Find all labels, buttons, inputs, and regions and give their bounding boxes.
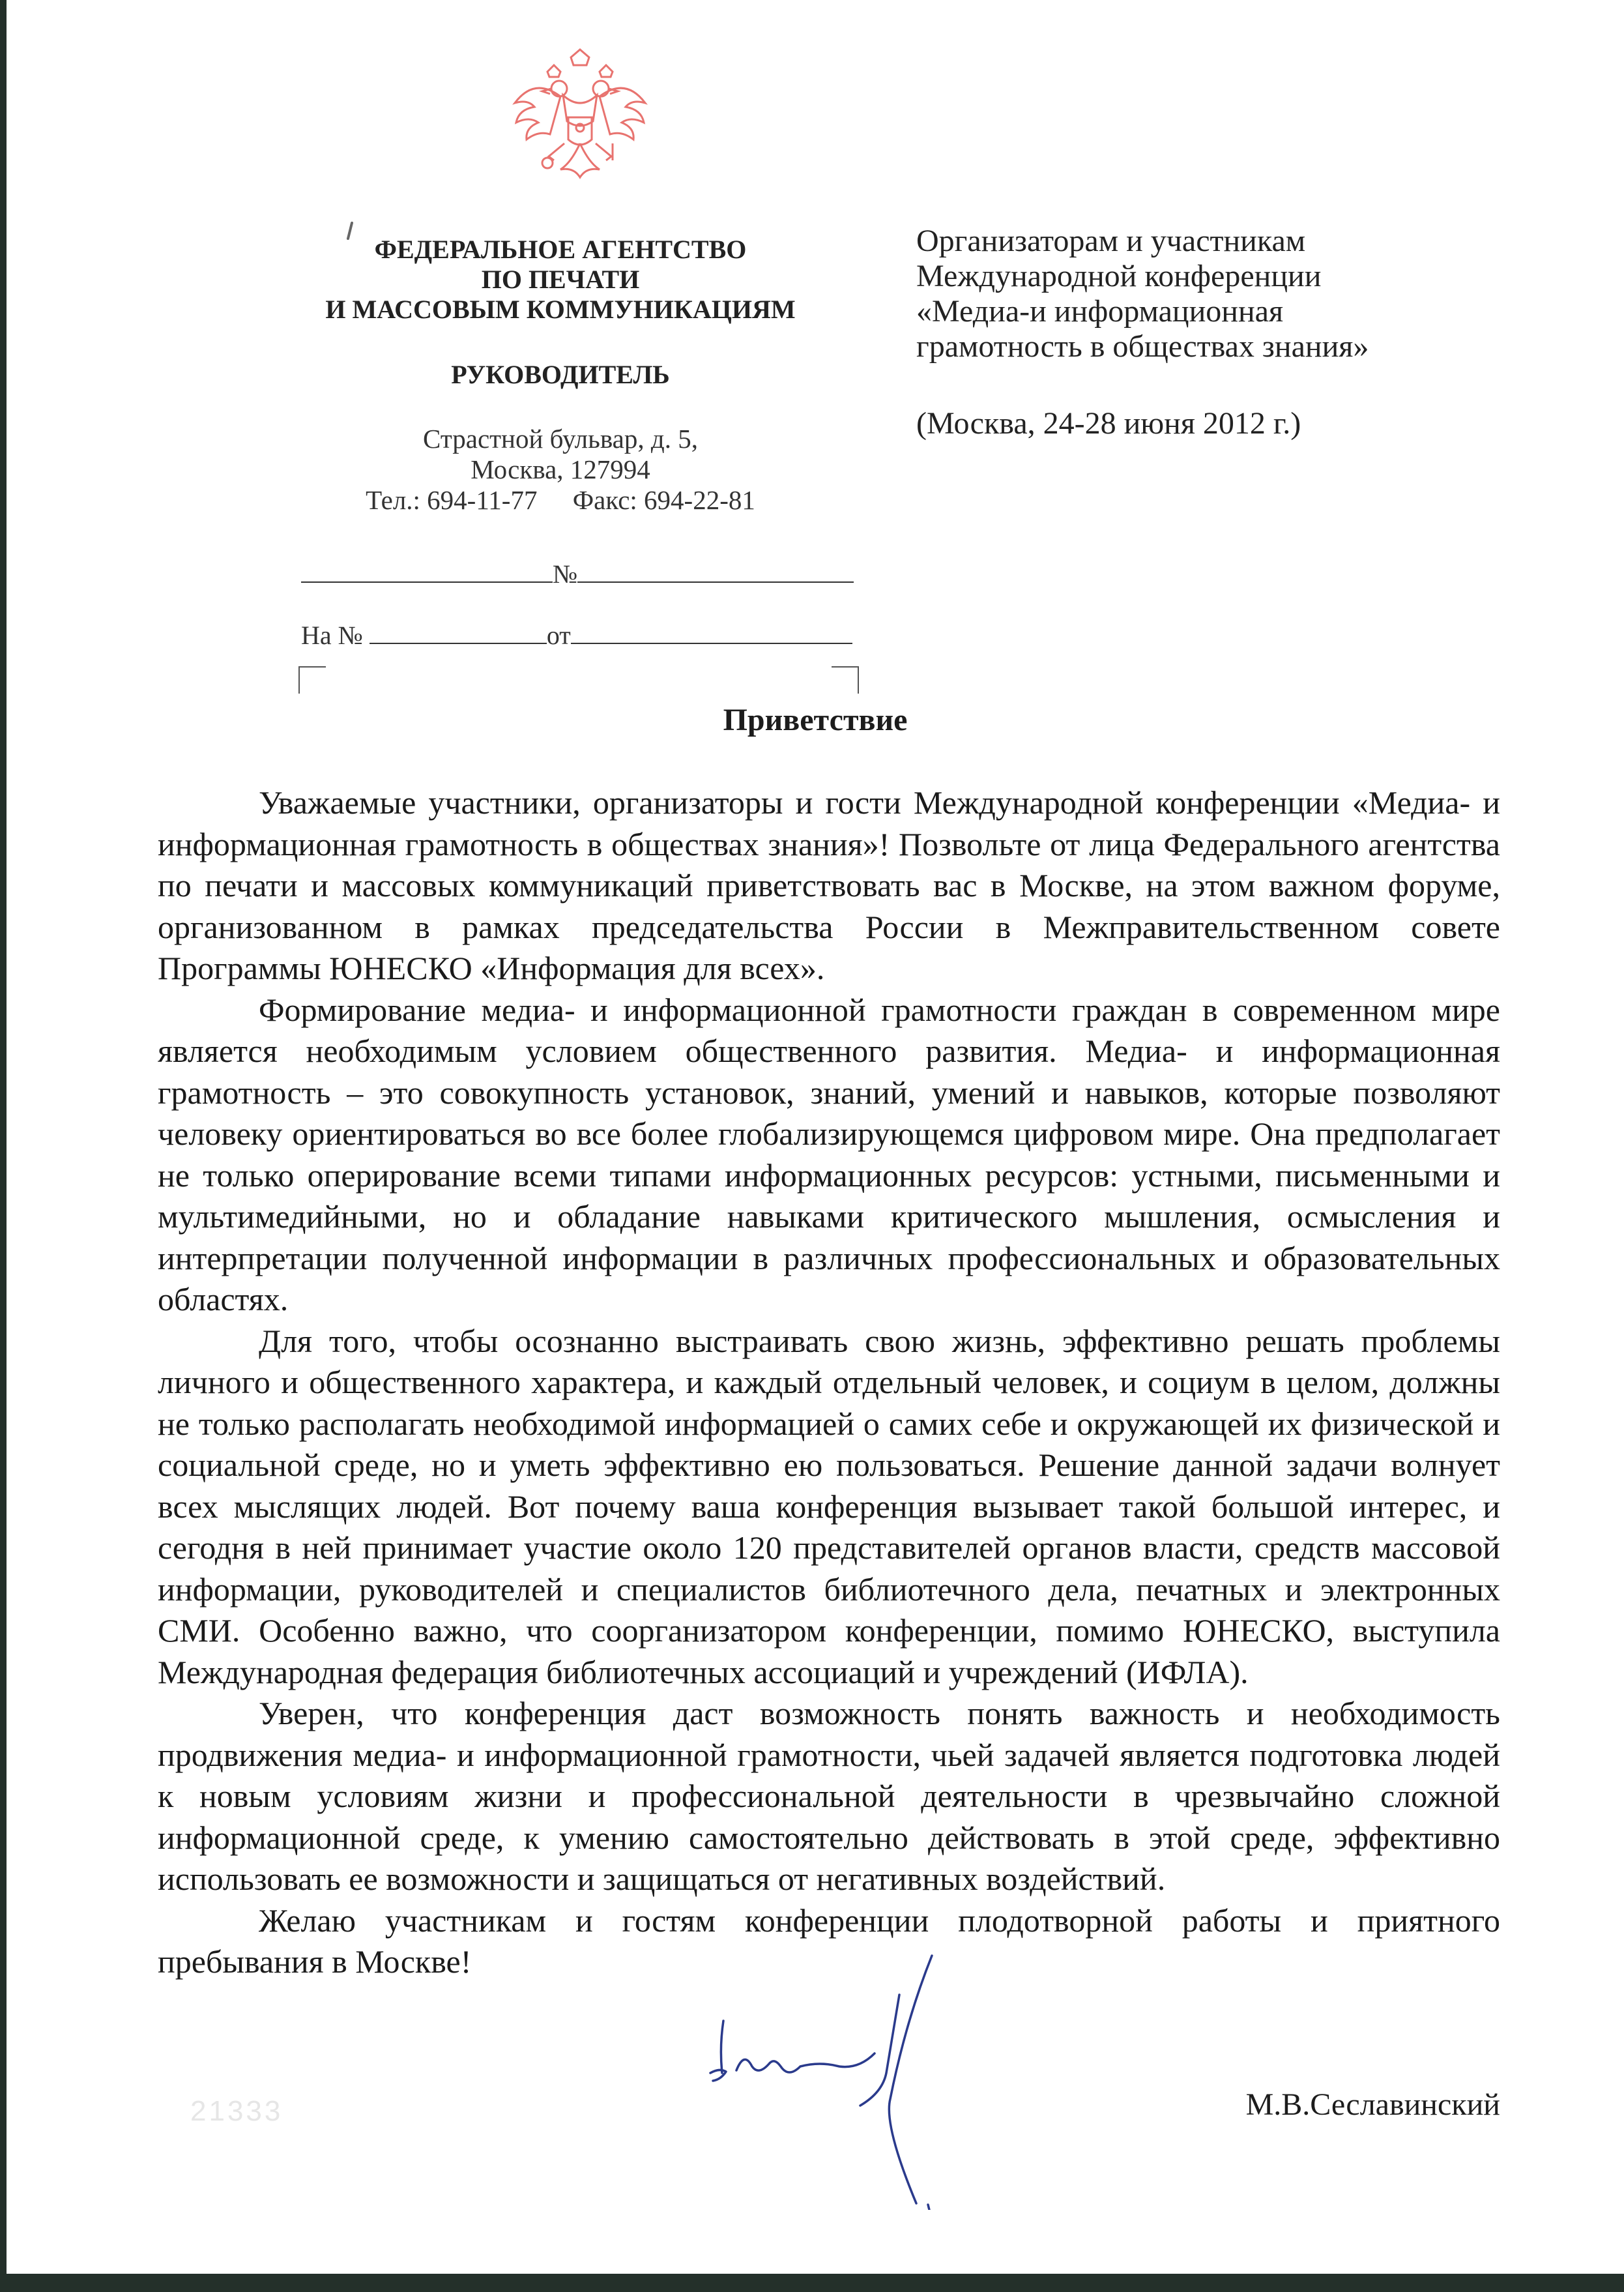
pen-stroke-mark (345, 222, 355, 241)
agency-name (248, 235, 873, 390)
agency-address (248, 424, 873, 516)
letter-title: Приветствие (723, 703, 908, 737)
body-paragraph: Уверен, что конференция даст возможность понять важность и необходимость продвижения медиа- и информационной грамотности, чьей задачей является подготовка людей к новым условиям жизни и профессиональной деятельности в чрезвычайно сложной информационной среде, к умению самостоятельно действовать в этой среде, эффективно использовать ее возможности и защищаться от негативных воздействий. (158, 1695, 1500, 1897)
handwritten-signature (697, 1949, 997, 2210)
recipient-line: Организаторам и участникам (916, 224, 1306, 258)
number-sign: № (553, 559, 578, 589)
recipient-line: Международной конференции (916, 259, 1322, 293)
body-paragraph: Желаю участникам и гостям конференции плодотворной работы и приятного пребывания в Москве! (158, 1902, 1500, 1980)
reply-label: На № (301, 621, 363, 650)
agency-line: ФЕДЕРАЛЬНОЕ АГЕНТСТВО (374, 235, 747, 264)
body-paragraph: Формирование медиа- и информационной грамотности граждан в современном мире является необходимым условием общественного развития. Медиа- и информационная грамотность – это совокупность установок, знаний, умений и навыков, которые позволяют человеку ориентироваться во все более глобализирующемся цифровом мире. Она предполагает не только оперирование всеми типами информационных ресурсов: устными, письменными и мультимедийными, но и обладание навыками критического мышления, осмысления и интерпретации полученной информации в различных профессиональных и образовательных областях. (158, 991, 1500, 1317)
address-line: Страстной бульвар, д. 5, (423, 424, 698, 454)
phone-number: Тел.: 694-11-77 (366, 485, 538, 515)
signer-name: М.В.Сеславинский (1245, 2087, 1500, 2122)
corner-mark-right (832, 666, 859, 694)
address-line: Москва, 127994 (471, 454, 650, 484)
from-label: от (546, 621, 571, 650)
body-paragraph: Для того, чтобы осознанно выстраивать свою жизнь, эффективно решать проблемы личного и общественного характера, и каждый отдельный человек, и социум в целом, должны не только располагать необходимой информацией о самих себе и окружающей их физической и социальной среде, но и уметь эффективно ею пользоваться. Решение данной задачи волнует всех мыслящих людей. Вот почему ваша конференция вызывает такой большой интерес, и сегодня в ней принимает участие около 120 представителей органов власти, средств массовой информации, руководителей и специалистов библиотечного дела, печатных и электронных СМИ. Особенно важно, что соорганизатором конференции, помимо ЮНЕСКО, выступила Международная федерация библиотечных ассоциаций и учреждений (ИФЛА). (158, 1322, 1500, 1690)
contact-line (248, 485, 873, 516)
conference-dates: (Москва, 24-28 июня 2012 г.) (916, 406, 1301, 441)
corner-mark-left (298, 666, 326, 694)
recipient-line: грамотность в обществах знания» (916, 329, 1369, 364)
russian-coat-of-arms-icon (508, 46, 652, 202)
fax-number: Факс: 694-22-81 (572, 485, 755, 515)
reply-reference-line (301, 619, 852, 650)
agency-line: И МАССОВЫМ КОММУНИКАЦИЯМ (325, 295, 796, 324)
body-paragraph: Уважаемые участники, организаторы и гости Международной конференции «Медиа- и информационная грамотность в обществах знания»! Позвольте от лица Федерального агентства по печати и массовых коммуникаций приветствовать вас в Москве, на этом важном форуме, организованном в рамках председательства России в Межправительственном совете Программы ЮНЕСКО «Информация для всех». (158, 784, 1500, 986)
recipient-line: «Медиа-и информационная (916, 294, 1284, 329)
recipient-block (916, 224, 1601, 441)
faint-stamp-number: 21333 (190, 2095, 283, 2127)
agency-line: ПО ПЕЧАТИ (481, 265, 640, 294)
letter-page (7, 0, 1624, 2274)
letter-body (158, 782, 1500, 1983)
signer-role: РУКОВОДИТЕЛЬ (451, 360, 670, 389)
outgoing-number-line (301, 558, 854, 589)
